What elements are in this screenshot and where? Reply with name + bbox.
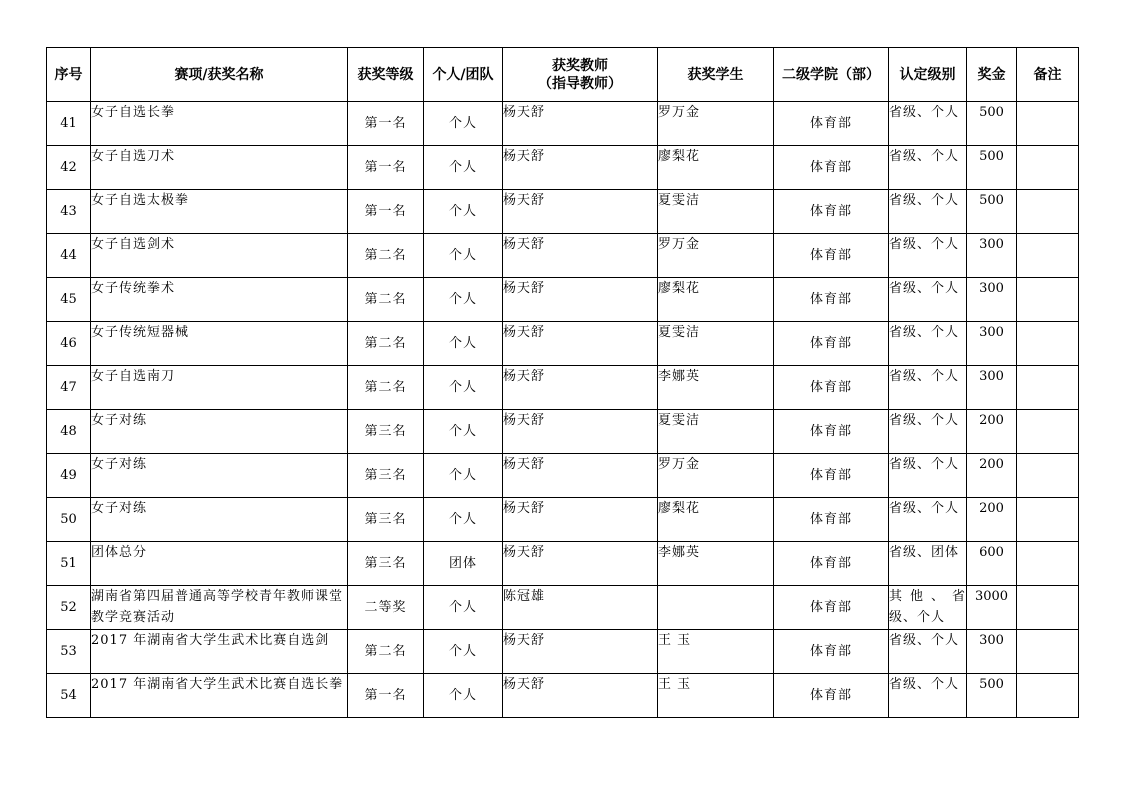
- cell-no: 52: [47, 586, 91, 630]
- table-row: [47, 542, 1079, 586]
- cell-award-name: 2017 年湖南省大学生武术比赛自选长拳: [91, 674, 348, 718]
- cell-no: 41: [47, 102, 91, 146]
- table-row: [47, 410, 1079, 454]
- cell-note: [1017, 674, 1079, 718]
- cell-student: 罗万金: [658, 454, 774, 498]
- cell-award-name: 女子自选长拳: [91, 102, 348, 146]
- cell-rank: 第一名: [348, 102, 424, 146]
- cell-award-name: 女子自选剑术: [91, 234, 348, 278]
- header-level: 认定级别: [889, 48, 967, 102]
- cell-level: 省级、个人: [889, 234, 967, 278]
- cell-award-name: 湖南省第四届普通高等学校青年教师课堂教学竞赛活动: [91, 586, 348, 630]
- cell-teacher: 陈冠雄: [503, 586, 658, 630]
- header-rank: 获奖等级: [348, 48, 424, 102]
- cell-award-name: 女子自选南刀: [91, 366, 348, 410]
- cell-note: [1017, 542, 1079, 586]
- cell-teacher: 杨天舒: [503, 322, 658, 366]
- cell-level: 省级、个人: [889, 102, 967, 146]
- cell-no: 50: [47, 498, 91, 542]
- header-name: 赛项/获奖名称: [91, 48, 348, 102]
- cell-amount: 200: [967, 410, 1017, 454]
- cell-note: [1017, 102, 1079, 146]
- header-teacher: [503, 48, 658, 102]
- cell-amount: 300: [967, 234, 1017, 278]
- cell-amount: 500: [967, 674, 1017, 718]
- cell-no: 53: [47, 630, 91, 674]
- cell-type: 个人: [424, 498, 503, 542]
- cell-dept: 体育部: [774, 234, 889, 278]
- cell-rank: 第二名: [348, 278, 424, 322]
- cell-no: 43: [47, 190, 91, 234]
- cell-type: 个人: [424, 278, 503, 322]
- cell-type: 个人: [424, 146, 503, 190]
- cell-dept: 体育部: [774, 630, 889, 674]
- cell-rank: 第二名: [348, 234, 424, 278]
- cell-rank: 第三名: [348, 542, 424, 586]
- cell-note: [1017, 190, 1079, 234]
- cell-no: 46: [47, 322, 91, 366]
- cell-amount: 300: [967, 630, 1017, 674]
- cell-amount: 500: [967, 190, 1017, 234]
- cell-teacher: 杨天舒: [503, 366, 658, 410]
- cell-dept: 体育部: [774, 410, 889, 454]
- cell-level: 省级、个人: [889, 322, 967, 366]
- cell-dept: 体育部: [774, 454, 889, 498]
- cell-award-name: 女子自选太极拳: [91, 190, 348, 234]
- header-note: 备注: [1017, 48, 1079, 102]
- cell-teacher: 杨天舒: [503, 190, 658, 234]
- cell-type: 个人: [424, 234, 503, 278]
- cell-dept: 体育部: [774, 278, 889, 322]
- cell-type: 个人: [424, 322, 503, 366]
- cell-level: 省级、个人: [889, 674, 967, 718]
- cell-no: 54: [47, 674, 91, 718]
- cell-student: 王 玉: [658, 674, 774, 718]
- cell-amount: 300: [967, 322, 1017, 366]
- cell-award-name: 女子对练: [91, 454, 348, 498]
- table-row: [47, 322, 1079, 366]
- cell-teacher: 杨天舒: [503, 234, 658, 278]
- cell-level: 省级、个人: [889, 454, 967, 498]
- cell-award-name: 女子传统拳术: [91, 278, 348, 322]
- cell-no: 51: [47, 542, 91, 586]
- cell-no: 48: [47, 410, 91, 454]
- header-row: [47, 48, 1079, 102]
- cell-type: 团体: [424, 542, 503, 586]
- table-row: [47, 454, 1079, 498]
- cell-note: [1017, 278, 1079, 322]
- cell-award-name: 女子对练: [91, 498, 348, 542]
- cell-teacher: 杨天舒: [503, 454, 658, 498]
- cell-amount: 200: [967, 498, 1017, 542]
- table-row: [47, 498, 1079, 542]
- cell-note: [1017, 586, 1079, 630]
- cell-student: 廖梨花: [658, 498, 774, 542]
- header-student: 获奖学生: [658, 48, 774, 102]
- cell-dept: 体育部: [774, 146, 889, 190]
- cell-teacher: 杨天舒: [503, 146, 658, 190]
- header-no: 序号: [47, 48, 91, 102]
- cell-note: [1017, 322, 1079, 366]
- cell-teacher: 杨天舒: [503, 102, 658, 146]
- cell-student: 夏雯洁: [658, 410, 774, 454]
- cell-type: 个人: [424, 674, 503, 718]
- cell-amount: 600: [967, 542, 1017, 586]
- cell-no: 45: [47, 278, 91, 322]
- cell-note: [1017, 410, 1079, 454]
- cell-award-name: 2017 年湖南省大学生武术比赛自选剑: [91, 630, 348, 674]
- table-row: [47, 190, 1079, 234]
- table-row: [47, 102, 1079, 146]
- table-row: [47, 630, 1079, 674]
- cell-rank: 第一名: [348, 190, 424, 234]
- cell-teacher: 杨天舒: [503, 278, 658, 322]
- cell-dept: 体育部: [774, 322, 889, 366]
- cell-type: 个人: [424, 586, 503, 630]
- cell-amount: 500: [967, 102, 1017, 146]
- cell-student: 罗万金: [658, 102, 774, 146]
- cell-teacher: 杨天舒: [503, 498, 658, 542]
- cell-award-name: 女子传统短器械: [91, 322, 348, 366]
- header-teacher-line1: 获奖教师: [552, 57, 608, 74]
- cell-level: 省级、个人: [889, 630, 967, 674]
- cell-rank: 第一名: [348, 674, 424, 718]
- table-row: [47, 674, 1079, 718]
- cell-dept: 体育部: [774, 102, 889, 146]
- cell-student: 夏雯洁: [658, 322, 774, 366]
- cell-student: 廖梨花: [658, 146, 774, 190]
- cell-rank: 第三名: [348, 410, 424, 454]
- cell-dept: 体育部: [774, 190, 889, 234]
- cell-award-name: 女子对练: [91, 410, 348, 454]
- cell-amount: 500: [967, 146, 1017, 190]
- cell-dept: 体育部: [774, 542, 889, 586]
- cell-type: 个人: [424, 366, 503, 410]
- cell-level: 省级、个人: [889, 146, 967, 190]
- cell-dept: 体育部: [774, 366, 889, 410]
- header-amount: 奖金: [967, 48, 1017, 102]
- cell-note: [1017, 630, 1079, 674]
- cell-no: 44: [47, 234, 91, 278]
- cell-student: 罗万金: [658, 234, 774, 278]
- cell-dept: 体育部: [774, 674, 889, 718]
- cell-note: [1017, 146, 1079, 190]
- cell-award-name: 团体总分: [91, 542, 348, 586]
- table-row: [47, 366, 1079, 410]
- cell-level: 省级、个人: [889, 366, 967, 410]
- cell-award-name: 女子自选刀术: [91, 146, 348, 190]
- cell-student: 王 玉: [658, 630, 774, 674]
- cell-dept: 体育部: [774, 586, 889, 630]
- cell-student: [658, 586, 774, 630]
- cell-rank: 第三名: [348, 498, 424, 542]
- cell-note: [1017, 366, 1079, 410]
- cell-amount: 3000: [967, 586, 1017, 630]
- cell-type: 个人: [424, 102, 503, 146]
- table-header: [47, 48, 1079, 102]
- cell-student: 廖梨花: [658, 278, 774, 322]
- cell-student: 夏雯洁: [658, 190, 774, 234]
- header-dept: 二级学院（部）: [774, 48, 889, 102]
- cell-level: 省级、个人: [889, 278, 967, 322]
- table-row: [47, 586, 1079, 630]
- table-row: [47, 278, 1079, 322]
- cell-note: [1017, 454, 1079, 498]
- cell-rank: 第二名: [348, 322, 424, 366]
- table-row: [47, 234, 1079, 278]
- cell-student: 李娜英: [658, 542, 774, 586]
- table-body: [47, 102, 1079, 718]
- cell-type: 个人: [424, 190, 503, 234]
- cell-note: [1017, 498, 1079, 542]
- cell-level: 省级、个人: [889, 190, 967, 234]
- cell-type: 个人: [424, 630, 503, 674]
- cell-level: 其他、省级、个人: [889, 586, 967, 630]
- cell-amount: 300: [967, 366, 1017, 410]
- cell-level: 省级、团体: [889, 542, 967, 586]
- cell-teacher: 杨天舒: [503, 674, 658, 718]
- cell-rank: 二等奖: [348, 586, 424, 630]
- cell-teacher: 杨天舒: [503, 630, 658, 674]
- cell-amount: 200: [967, 454, 1017, 498]
- cell-no: 42: [47, 146, 91, 190]
- cell-rank: 第二名: [348, 630, 424, 674]
- cell-dept: 体育部: [774, 498, 889, 542]
- cell-teacher: 杨天舒: [503, 542, 658, 586]
- cell-type: 个人: [424, 410, 503, 454]
- cell-teacher: 杨天舒: [503, 410, 658, 454]
- cell-student: 李娜英: [658, 366, 774, 410]
- table-row: [47, 146, 1079, 190]
- cell-note: [1017, 234, 1079, 278]
- cell-amount: 300: [967, 278, 1017, 322]
- header-teacher-line2: （指导教师）: [538, 75, 622, 92]
- cell-level: 省级、个人: [889, 410, 967, 454]
- cell-no: 49: [47, 454, 91, 498]
- cell-rank: 第二名: [348, 366, 424, 410]
- cell-rank: 第一名: [348, 146, 424, 190]
- awards-table: [46, 47, 1079, 718]
- cell-no: 47: [47, 366, 91, 410]
- cell-level: 省级、个人: [889, 498, 967, 542]
- cell-type: 个人: [424, 454, 503, 498]
- header-type: 个人/团队: [424, 48, 503, 102]
- cell-rank: 第三名: [348, 454, 424, 498]
